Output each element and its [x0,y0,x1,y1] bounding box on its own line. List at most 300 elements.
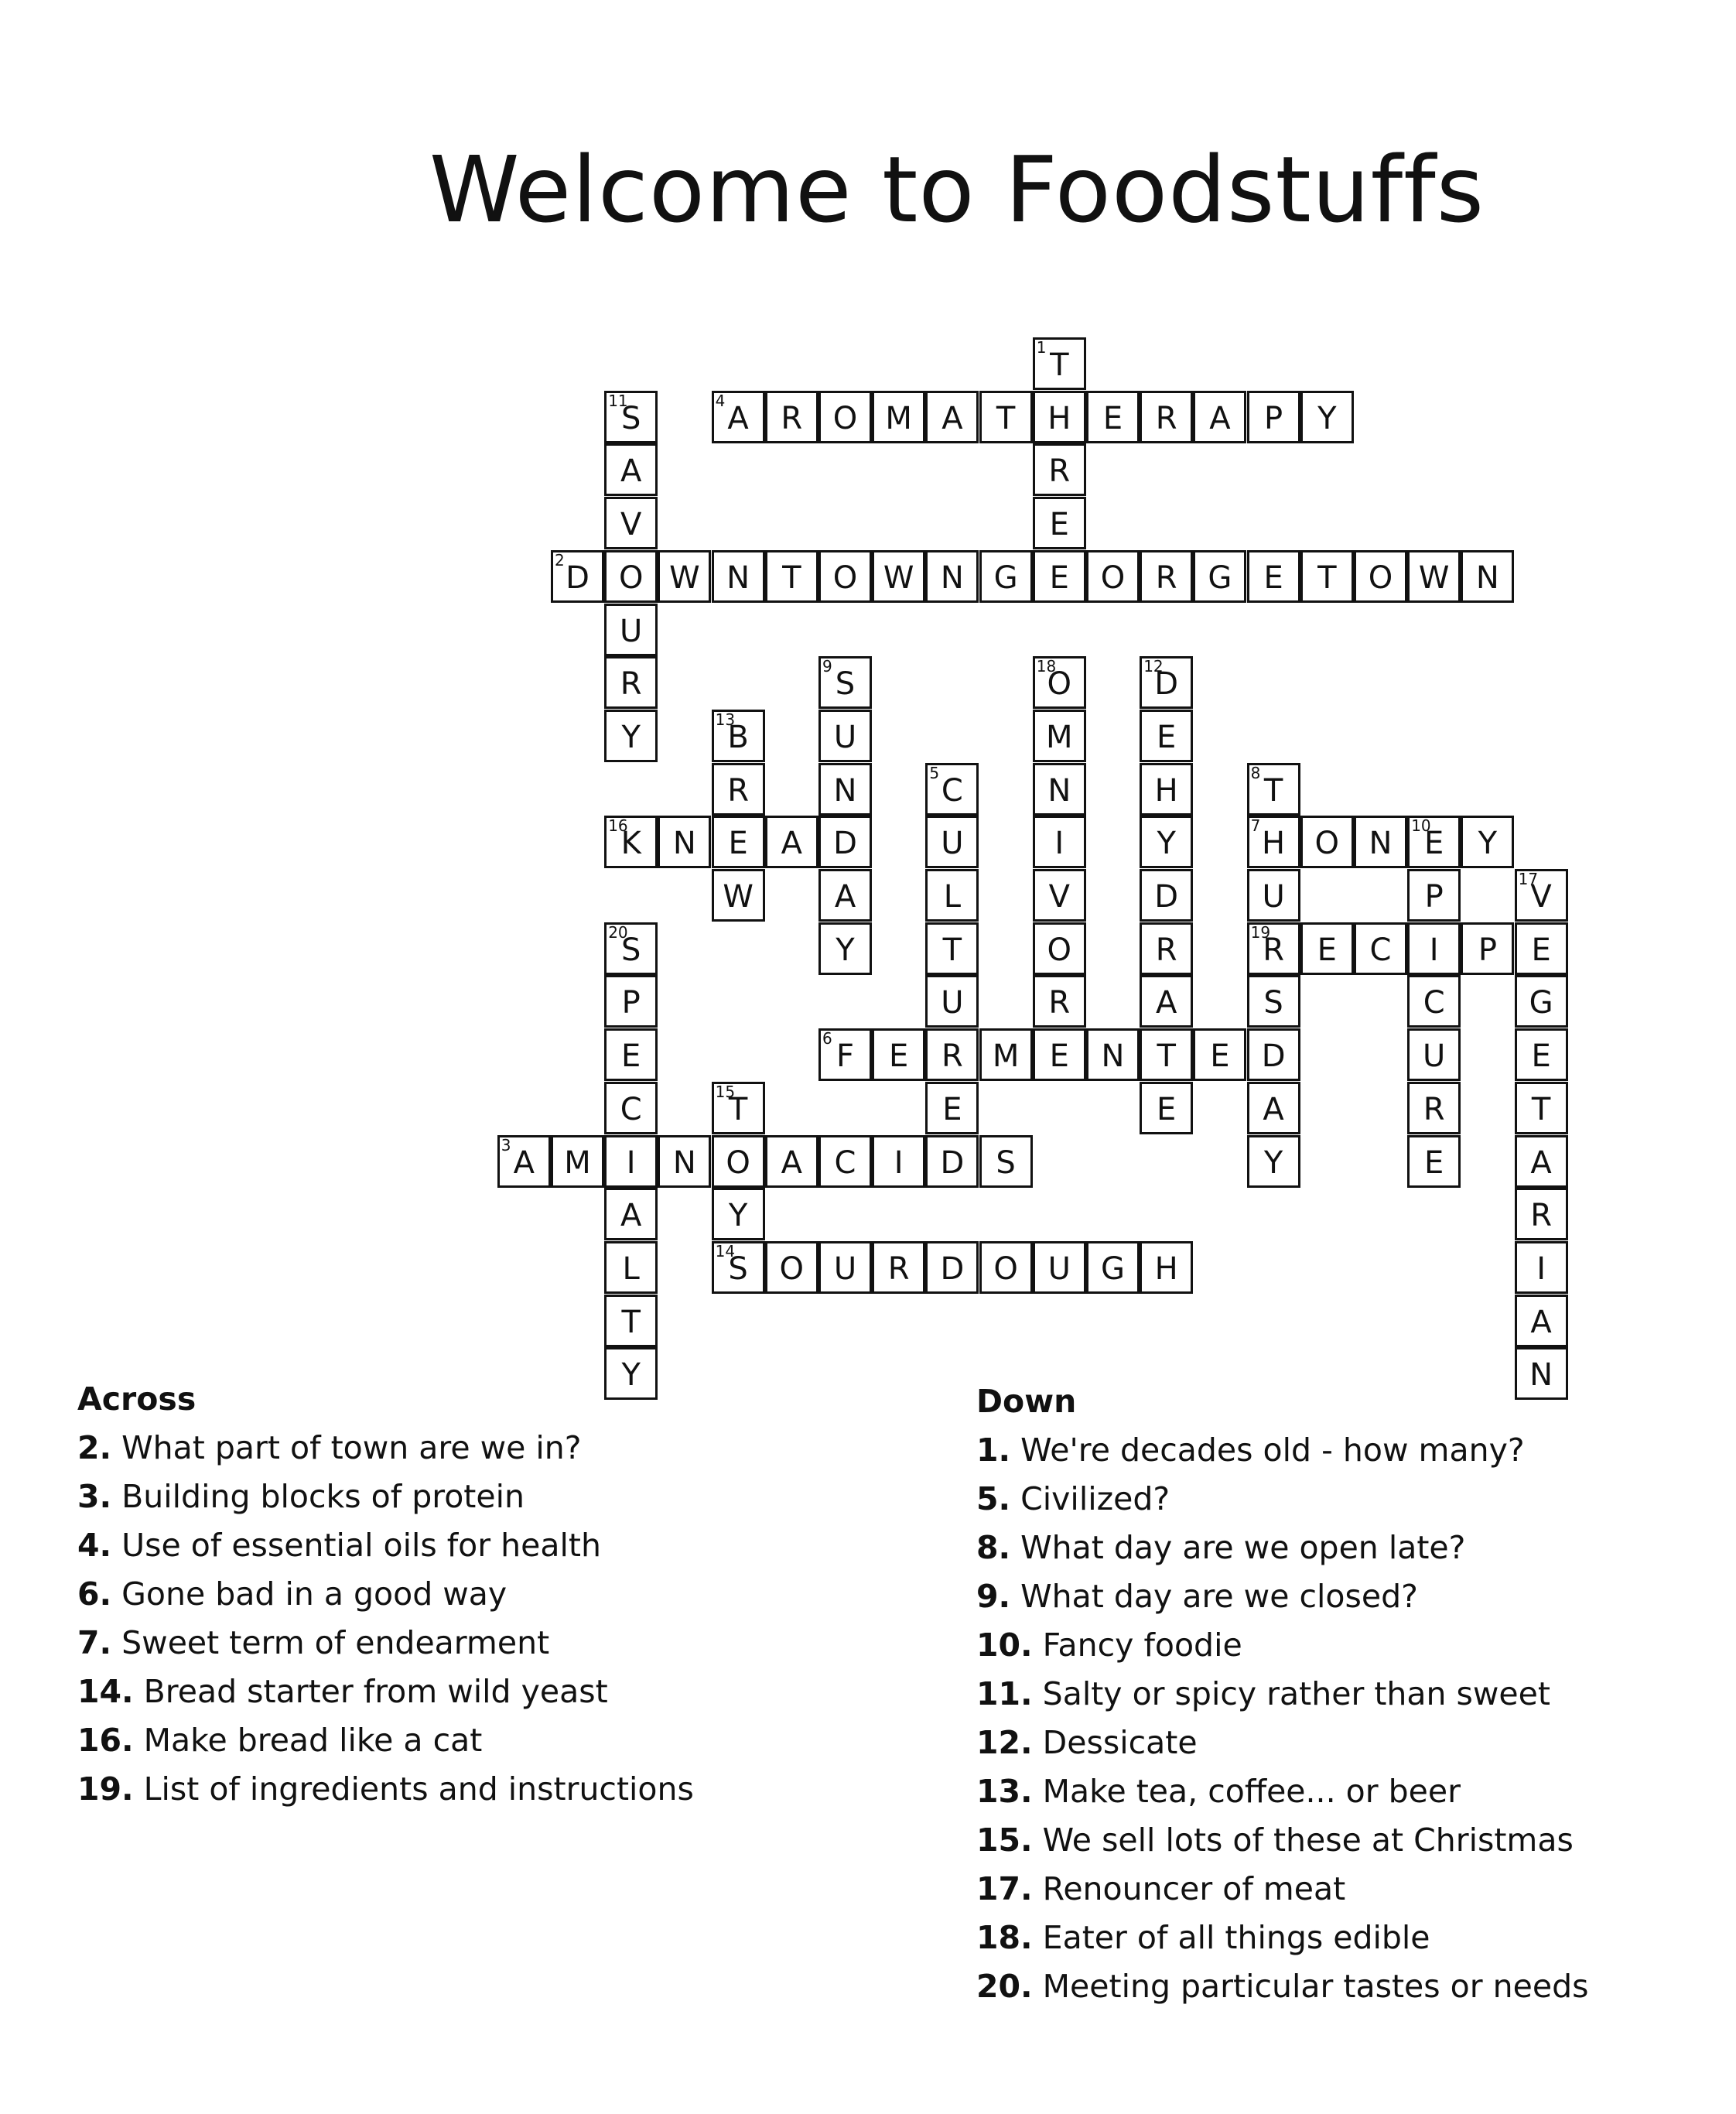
clue-number: 4. [77,1527,112,1564]
clue-number: 15. [976,1822,1033,1859]
cell-number: 5 [929,763,940,782]
grid-cell [1033,337,1086,390]
down-clue [976,1767,1588,1816]
cell-letter: T [996,400,1016,436]
grid-cell [872,1028,925,1081]
cell-number: 9 [822,657,832,676]
clue-number: 20. [976,1968,1033,2005]
clue-number: 5. [976,1480,1011,1517]
cell-number: 13 [715,710,736,729]
down-clue-list [976,1426,1588,2011]
cell-letter: U [1047,1250,1071,1287]
grid-cell [925,391,979,443]
cell-letter: W [723,879,754,915]
cell-letter: V [1530,879,1552,915]
cell-letter: N [833,772,857,809]
cell-letter: P [1424,879,1444,915]
grid-cell [1247,763,1300,816]
cell-letter: R [727,772,749,809]
cell-letter: V [1048,879,1070,915]
grid-cell [1140,550,1193,603]
cell-letter: N [1369,826,1393,862]
cell-letter: N [940,559,964,596]
cell-letter: T [942,932,962,968]
cell-letter: R [1155,400,1177,436]
cell-number: 14 [715,1241,736,1261]
grid-cell [1033,656,1086,709]
cell-letter: S [620,400,641,436]
grid-cell [979,1028,1033,1081]
clue-number: 6. [77,1575,112,1613]
grid-cell [712,763,765,816]
clue-number: 14. [77,1673,134,1710]
grid-cell [1407,550,1461,603]
cell-letter: D [1261,1038,1286,1075]
clue-text: We're decades old - how many? [1010,1432,1525,1469]
cell-letter: B [727,719,749,755]
cell-letter: E [1317,932,1337,968]
down-clue [976,1962,1588,2011]
grid-cell [604,497,658,549]
across-clue [77,1716,694,1765]
cell-letter: A [1156,985,1177,1021]
clue-number: 18. [976,1919,1033,1956]
cell-letter: T [621,1304,641,1340]
grid-cell [979,1135,1033,1188]
cell-letter: I [1054,826,1064,862]
grid-cell [604,922,658,975]
cell-letter: Y [1263,1144,1283,1181]
grid-cell [1086,1028,1140,1081]
grid-cell [1354,922,1407,975]
grid-cell [1140,869,1193,922]
grid-cell [1033,922,1086,975]
across-clue [77,1668,694,1716]
grid-cell [712,710,765,762]
cell-letter: T [1050,347,1069,383]
cell-letter: D [1154,666,1179,703]
clue-text: Renouncer of meat [1032,1870,1346,1907]
across-clues [77,1375,694,1814]
cell-letter: S [1263,985,1283,1021]
grid-cell [604,1188,658,1240]
grid-cell [1140,1241,1193,1294]
grid-cell [1247,975,1300,1028]
grid-cell [925,1241,979,1294]
cell-letter: A [1530,1304,1552,1340]
grid-cell [925,550,979,603]
grid-cell [712,1082,765,1134]
grid-cell [1407,1082,1461,1134]
cell-letter: G [1101,1250,1125,1287]
grid-cell [1140,975,1193,1028]
grid-cell [1193,391,1246,443]
grid-cell [604,1241,658,1294]
clue-text: Bread starter from wild yeast [133,1673,608,1710]
cell-letter: L [943,879,962,915]
grid-cell [551,550,604,603]
grid-cell [1140,656,1193,709]
cell-letter: A [727,400,749,436]
clue-number: 2. [77,1429,112,1466]
clue-text: List of ingredients and instructions [133,1770,694,1808]
cell-letter: O [1047,932,1072,968]
cell-letter: E [1531,932,1551,968]
clue-text: Civilized? [1010,1480,1170,1517]
cell-number: 7 [1250,816,1261,836]
grid-cell [604,1135,658,1188]
cell-letter: W [669,559,700,596]
cell-number: 8 [1250,763,1261,782]
cell-letter: U [1423,1038,1446,1075]
grid-cell [604,816,658,868]
cell-number: 10 [1411,816,1431,836]
grid-cell [712,1135,765,1188]
grid-cell [1515,1188,1568,1240]
cell-number: 15 [715,1082,736,1101]
cell-letter: Y [621,719,641,755]
grid-cell [1033,869,1086,922]
across-clue [77,1619,694,1668]
clue-number: 1. [976,1432,1011,1469]
grid-cell [1193,550,1246,603]
grid-cell [1247,816,1300,868]
grid-cell [1515,975,1568,1028]
cell-letter: T [1531,1091,1551,1127]
clue-text: Dessicate [1032,1724,1198,1761]
cell-letter: O [832,559,858,596]
cell-letter: K [620,826,641,862]
grid-cell [925,1135,979,1188]
grid-cell [604,1028,658,1081]
clue-number: 8. [976,1529,1011,1566]
grid-cell [765,1135,818,1188]
grid-cell [1515,922,1568,975]
cell-letter: S [996,1144,1016,1181]
clue-number: 17. [976,1870,1033,1907]
grid-cell [925,1082,979,1134]
grid-cell [604,710,658,762]
grid-cell [658,1135,711,1188]
cell-number: 4 [715,391,726,410]
cell-letter: D [940,1250,965,1287]
grid-cell [1515,1028,1568,1081]
cell-letter: C [1369,932,1392,968]
cell-letter: A [781,826,802,862]
grid-cell [818,1028,872,1081]
clue-text: Fancy foodie [1032,1627,1242,1664]
cell-letter: R [887,1250,910,1287]
cell-letter: A [834,879,856,915]
clue-number: 13. [976,1773,1033,1810]
clue-text: Make tea, coffee... or beer [1032,1773,1461,1810]
cell-letter: W [1418,559,1450,596]
across-clue [77,1521,694,1570]
grid-cell [1140,816,1193,868]
grid-cell [1247,1135,1300,1188]
across-clue [77,1570,694,1619]
grid-cell [1461,816,1514,868]
grid-cell [1407,922,1461,975]
cell-letter: T [1263,772,1283,809]
grid-cell [1247,550,1300,603]
grid-cell [604,1082,658,1134]
cell-letter: P [1264,400,1283,436]
cell-letter: Y [728,1198,748,1234]
cell-number: 2 [555,550,565,570]
cell-letter: T [728,1091,748,1127]
cell-number: 3 [501,1135,511,1154]
cell-letter: U [620,613,643,649]
cell-letter: N [672,1144,696,1181]
grid-cell [658,550,711,603]
grid-cell [818,550,872,603]
clue-number: 19. [77,1770,134,1808]
cell-letter: E [1531,1038,1551,1075]
grid-cell [604,656,658,709]
cell-letter: M [885,400,912,436]
grid-cell [1515,1241,1568,1294]
clue-text: Building blocks of protein [111,1478,525,1515]
clue-text: We sell lots of these at Christmas [1032,1822,1574,1859]
grid-cell [712,816,765,868]
page-title: Welcome to Foodstuffs [429,136,1485,243]
cell-number: 12 [1143,657,1164,676]
cell-letter: O [1368,559,1393,596]
grid-cell [765,816,818,868]
cell-letter: S [835,666,856,703]
grid-cell [604,443,658,496]
clue-text: What day are we open late? [1010,1529,1466,1566]
cell-letter: I [894,1144,904,1181]
grid-cell [1247,1082,1300,1134]
cell-letter: E [1049,507,1069,543]
cell-letter: T [1317,559,1337,596]
cell-letter: I [626,1144,636,1181]
grid-cell [1140,763,1193,816]
cell-letter: D [1154,879,1179,915]
cell-letter: H [1154,1250,1178,1287]
grid-cell [925,763,979,816]
clue-text: Gone bad in a good way [111,1575,507,1613]
cell-letter: A [941,400,963,436]
cell-letter: S [728,1250,748,1287]
cell-letter: W [883,559,914,596]
grid-cell [1193,1028,1246,1081]
grid-cell [1033,1028,1086,1081]
cell-letter: R [1263,932,1284,968]
cell-number: 18 [1036,657,1057,676]
grid-cell [1354,816,1407,868]
cell-letter: P [1478,932,1497,968]
grid-cell [1086,550,1140,603]
across-clue-list [77,1424,694,1814]
grid-cell [818,763,872,816]
cell-letter: E [1424,826,1444,862]
cell-letter: O [832,400,858,436]
cell-letter: H [1154,772,1178,809]
cell-letter: A [1209,400,1231,436]
cell-letter: R [1048,453,1071,490]
grid-cell [1033,763,1086,816]
cell-letter: C [1423,985,1445,1021]
grid-cell [1086,1241,1140,1294]
grid-cell [658,816,711,868]
cell-letter: R [620,666,642,703]
grid-cell [604,975,658,1028]
clue-number: 16. [77,1722,134,1759]
cell-letter: U [833,1250,857,1287]
down-clue [976,1475,1588,1524]
cell-letter: U [833,719,857,755]
grid-cell [1300,550,1354,603]
cell-letter: E [728,826,748,862]
grid-cell [1140,922,1193,975]
grid-cell [712,550,765,603]
cell-letter: U [1262,879,1285,915]
grid-cell [497,1135,551,1188]
down-clue [976,1524,1588,1572]
grid-cell [604,1295,658,1347]
grid-cell [765,550,818,603]
grid-cell [925,869,979,922]
grid-cell [1033,550,1086,603]
cell-letter: Y [621,1357,641,1394]
cell-letter: U [941,985,964,1021]
grid-cell [872,1135,925,1188]
cell-letter: I [1429,932,1439,968]
grid-cell [872,1241,925,1294]
cell-letter: O [618,559,644,596]
grid-cell [872,391,925,443]
cell-letter: M [564,1144,591,1181]
grid-cell [1033,391,1086,443]
cell-letter: H [1047,400,1071,436]
cell-letter: E [1424,1144,1444,1181]
grid-cell [925,975,979,1028]
grid-cell [925,1028,979,1081]
grid-cell [604,604,658,656]
cell-letter: R [1155,559,1177,596]
across-clue [77,1424,694,1473]
grid-cell [1407,816,1461,868]
down-clue [976,1719,1588,1767]
cell-number: 20 [608,922,628,942]
grid-cell [925,816,979,868]
cell-number: 1 [1036,338,1047,357]
grid-cell [1515,1135,1568,1188]
cell-letter: R [1048,985,1071,1021]
clue-text: Meeting particular tastes or needs [1032,1968,1589,2005]
cell-letter: N [1047,772,1071,809]
clue-number: 3. [77,1478,112,1515]
grid-cell [1461,922,1514,975]
grid-cell [1407,1028,1461,1081]
cell-letter: E [1210,1038,1230,1075]
grid-cell [1515,1295,1568,1347]
cell-letter: E [1102,400,1123,436]
cell-letter: O [993,1250,1018,1287]
grid-cell [1300,922,1354,975]
cell-letter: N [726,559,750,596]
cell-letter: U [941,826,964,862]
grid-cell [979,1241,1033,1294]
cell-letter: M [1046,719,1073,755]
cell-number: 11 [608,391,628,410]
grid-cell [1086,391,1140,443]
grid-cell [1407,1135,1461,1188]
grid-cell [765,391,818,443]
clue-number: 9. [976,1578,1011,1615]
cell-number: 16 [608,816,628,836]
cell-letter: O [1314,826,1340,862]
cell-number: 19 [1250,922,1271,942]
clue-text: Eater of all things edible [1032,1919,1430,1956]
cell-letter: E [1157,1091,1177,1127]
grid-cell [1140,1082,1193,1134]
grid-cell [818,869,872,922]
clue-text: Sweet term of endearment [111,1624,550,1661]
cell-letter: O [1047,666,1072,703]
cell-letter: E [1049,559,1069,596]
clue-number: 10. [976,1627,1033,1664]
cell-letter: V [620,507,642,543]
grid-cell [818,1135,872,1188]
cell-letter: N [1475,559,1499,596]
cell-letter: Y [1317,400,1337,436]
grid-cell [604,550,658,603]
cell-letter: E [889,1038,909,1075]
grid-cell [1515,1082,1568,1134]
cell-letter: Y [1478,826,1498,862]
clue-text: Use of essential oils for health [111,1527,601,1564]
cell-letter: T [1157,1038,1176,1075]
grid-cell [1247,391,1300,443]
cell-letter: P [621,985,641,1021]
cell-letter: D [833,826,857,862]
cell-letter: N [1529,1357,1553,1394]
cell-letter: C [941,772,963,809]
cell-letter: A [620,453,642,490]
clue-text: Salty or spicy rather than sweet [1032,1675,1550,1712]
grid-cell [1407,869,1461,922]
grid-cell [712,391,765,443]
grid-cell [1247,869,1300,922]
cell-letter: R [941,1038,963,1075]
grid-cell [872,550,925,603]
down-clue [976,1914,1588,1962]
grid-cell [1300,816,1354,868]
cell-letter: Y [1157,826,1176,862]
cell-letter: C [620,1091,642,1127]
clue-number: 7. [77,1624,112,1661]
grid-cell [1140,391,1193,443]
cell-letter: G [993,559,1018,596]
grid-cell [1515,869,1568,922]
grid-cell [1033,816,1086,868]
cell-letter: E [1157,719,1177,755]
cell-letter: A [620,1198,642,1234]
grid-cell [712,869,765,922]
down-clue [976,1426,1588,1475]
grid-cell [1247,922,1300,975]
clue-text: Make bread like a cat [133,1722,483,1759]
cell-letter: T [782,559,801,596]
grid-cell [1140,710,1193,762]
cell-letter: E [1263,559,1283,596]
cell-letter: E [621,1038,641,1075]
down-clue [976,1670,1588,1719]
